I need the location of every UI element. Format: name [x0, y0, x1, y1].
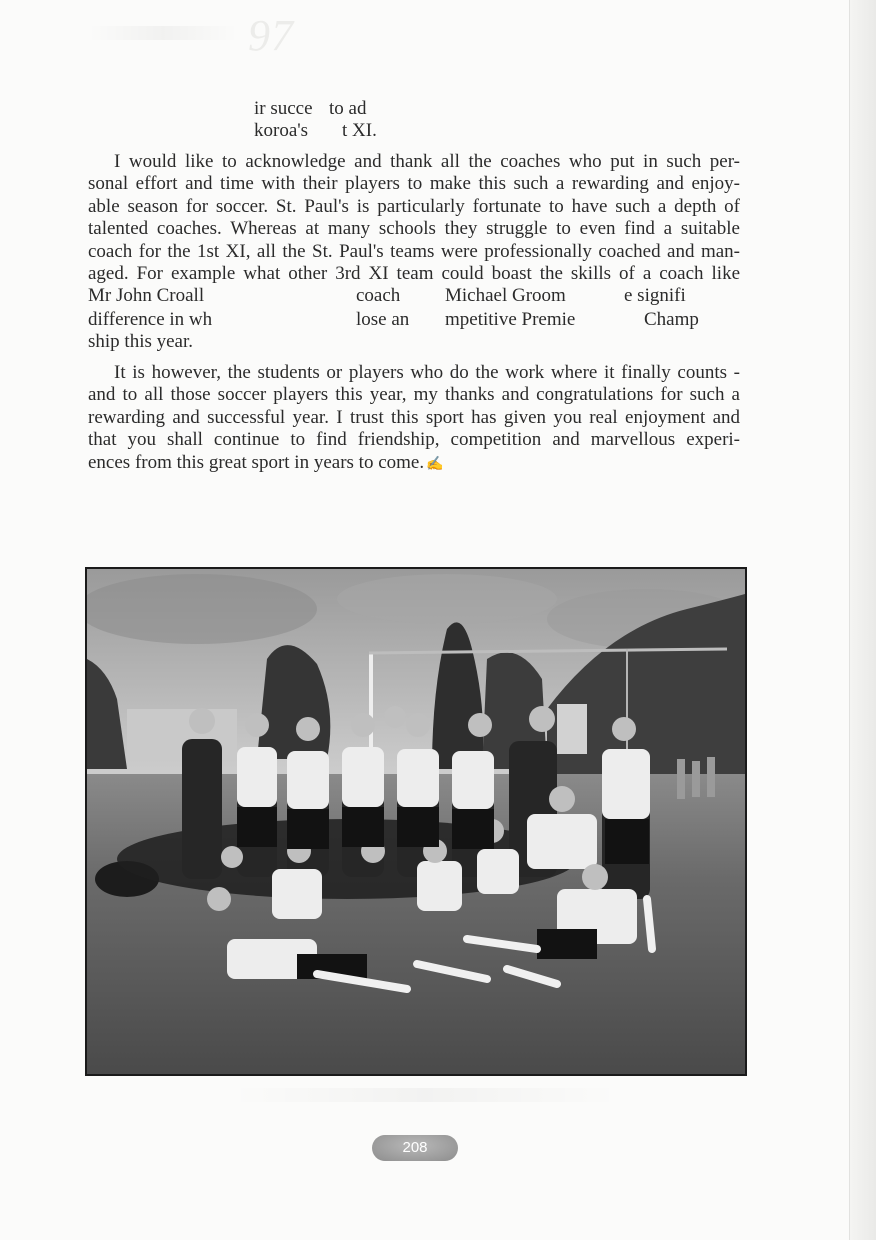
end-mark-icon: ✍ [426, 456, 444, 472]
fragment-text: difference in wh [88, 309, 213, 330]
text-line: ship this year. [88, 331, 194, 352]
fragment-line [88, 309, 740, 331]
fragment-text: lose an [356, 309, 410, 330]
header-faded-text [88, 26, 238, 40]
team-photo-illustration [87, 569, 745, 1074]
page-edge-shadow [849, 0, 876, 1240]
text-line: that you shall continue to find friendship, competition and marvellous experi- [88, 429, 740, 451]
text-line: It is however, the students or players who do the work where it finally counts - [114, 362, 740, 383]
fragment-text: koroa's [254, 120, 309, 141]
text-line: I would like to acknowledge and thank all the coaches who put in such per- [114, 151, 740, 172]
fragment-text: coach [356, 285, 401, 306]
fragment-text: ir succe [254, 98, 313, 119]
fragment-text: to ad [329, 98, 367, 119]
text-line: able season for soccer. St. Paul's is particularly fortunate to have such a depth of [88, 195, 740, 217]
text-line-content: ences from this great sport in years to come. [88, 451, 425, 473]
paragraph-thanks [88, 362, 740, 474]
text-line [88, 452, 740, 474]
text-line: sonal effort and time with their players to make this such a rewarding and enjoy- [88, 173, 740, 195]
page-number-badge: 208 [372, 1135, 458, 1161]
fragment-line [88, 285, 740, 307]
header-year-mark: 97 [248, 11, 294, 60]
caption-faded-text [230, 1088, 620, 1102]
text-line: and to all those soccer players this year, my thanks and congratulations for such a [88, 384, 740, 406]
fragment-text: mpetitive Premie [445, 309, 576, 330]
fragment-text: t XI. [342, 120, 377, 141]
text-line: aged. For example what other 3rd XI team could boast the skills of a coach like [88, 262, 740, 284]
team-photo [85, 567, 747, 1076]
paragraph-coaches [88, 151, 740, 285]
fragment-text: Champ [644, 309, 699, 330]
text-line: rewarding and successful year. I trust this sport has given you real enjoyment and [88, 406, 740, 428]
text-line: coach for the 1st XI, all the St. Paul's teams were professionally coached and man- [88, 240, 740, 262]
fragment-text: e signifi [624, 285, 686, 306]
fragment-text: Michael Groom [445, 285, 566, 306]
text-line: talented coaches. Whereas at many schools they struggle to even find a suitable [88, 218, 740, 240]
fragment-text: Mr John Croall [88, 285, 205, 306]
